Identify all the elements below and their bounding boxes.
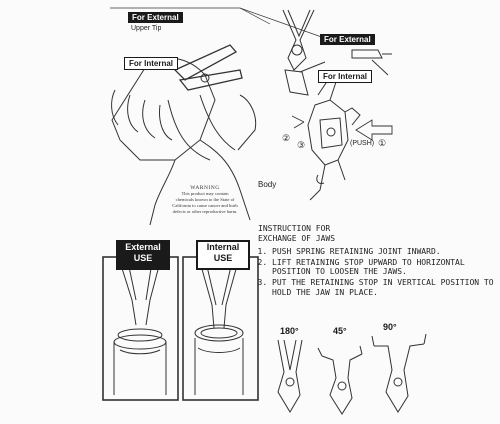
warning-text: This product may contain chemicals known to the State of California to cause cancer and birth defects or other reproductive harm. xyxy=(172,191,238,214)
external-use-line1: External xyxy=(125,242,161,252)
instruction-step: 1. PUSH SPRING RETAINING JOINT INWARD. xyxy=(272,247,494,257)
jaw-angle-180-illustration xyxy=(278,340,302,412)
external-use-pliers-illustration xyxy=(114,262,166,395)
step2-marker: ② xyxy=(282,133,291,143)
instructions-title-line2: EXCHANGE OF JAWS xyxy=(258,233,336,243)
internal-use-line2: USE xyxy=(213,253,233,263)
internal-use-pliers-illustration xyxy=(195,262,243,395)
warning-title: WARNING xyxy=(190,185,220,191)
upper-tip-label: Upper Tip xyxy=(131,25,162,32)
external-use-label xyxy=(116,240,170,270)
angle-45-label: 45° xyxy=(333,326,347,336)
step1-marker: ① xyxy=(378,138,387,148)
external-use-line2: USE xyxy=(133,253,153,263)
jaw-exchange-instructions xyxy=(258,224,494,298)
instruction-step: 2. LIFT RETAINING STOP UPWARD TO HORIZONTAL POSITION TO LOOSEN THE JAWS. xyxy=(272,258,494,277)
instruction-step: 3. PUT THE RETAINING STOP IN VERTICAL POSITION TO HOLD THE JAW IN PLACE. xyxy=(272,278,494,297)
for-internal-right-tag: For Internal xyxy=(318,70,372,83)
angle-180-label: 180° xyxy=(280,326,299,336)
jaw-angle-45-illustration xyxy=(318,346,362,414)
internal-use-line1: Internal xyxy=(206,242,240,252)
internal-use-label xyxy=(196,240,250,270)
body-label: Body xyxy=(258,180,277,189)
push-label: (PUSH) xyxy=(350,140,375,147)
for-internal-tag: For Internal xyxy=(124,57,178,70)
for-external-tag: For External xyxy=(128,12,183,23)
for-external-right-tag: For External xyxy=(320,34,375,45)
warning-notice xyxy=(172,185,238,215)
spring-joint-closeup-illustration xyxy=(292,80,392,200)
instructions-title-line1: INSTRUCTION FOR xyxy=(258,224,331,233)
angle-90-label: 90° xyxy=(383,322,397,332)
instructions-steps xyxy=(258,247,494,297)
step3-marker: ③ xyxy=(297,140,306,150)
jaw-angle-90-illustration xyxy=(372,334,426,412)
